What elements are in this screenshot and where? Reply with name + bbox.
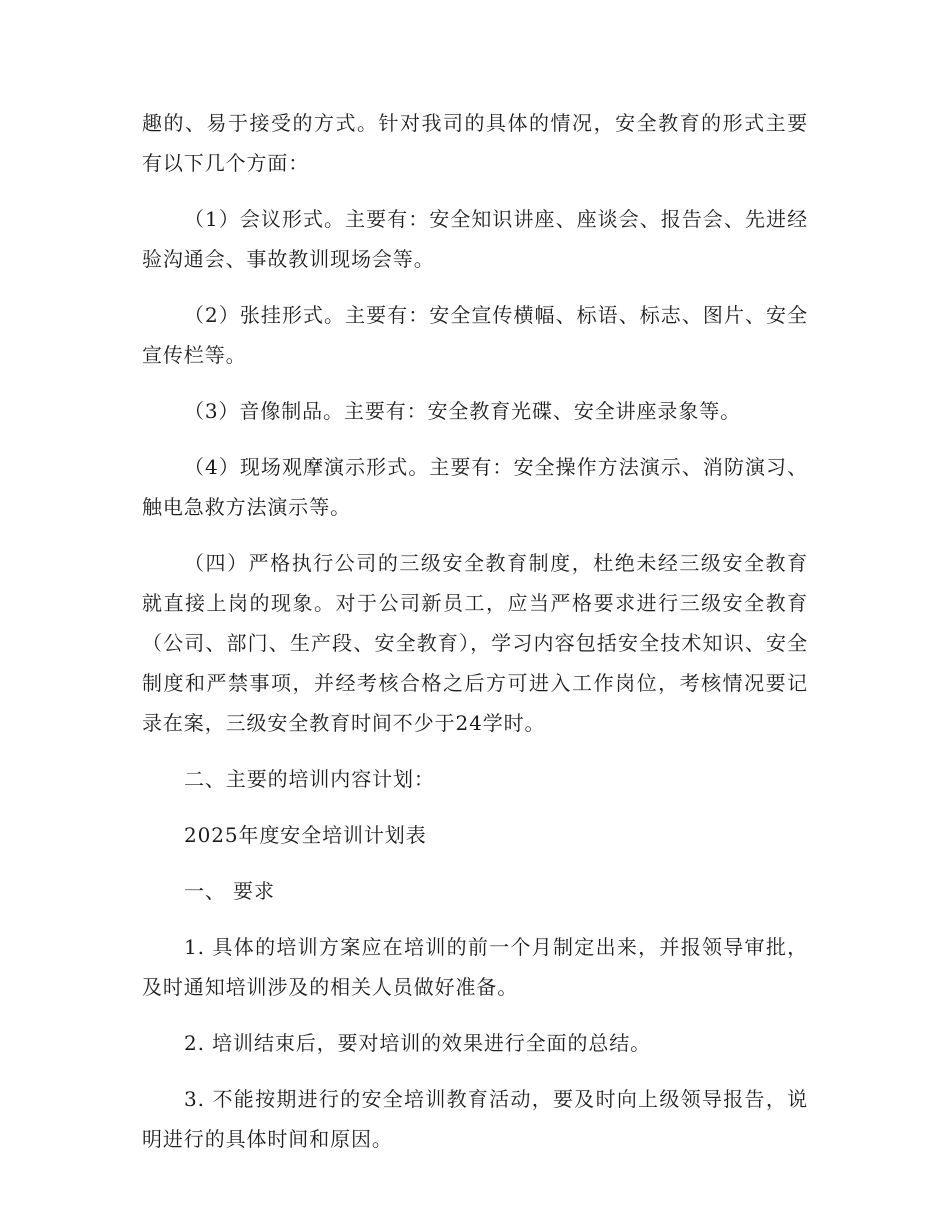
paragraph-education-forms-intro: 趣的、易于接受的方式。针对我司的具体的情况，安全教育的形式主要有以下几个方面： xyxy=(142,111,808,175)
paragraph-audio-video: （3）音像制品。主要有：安全教育光碟、安全讲座录象等。 xyxy=(184,399,742,423)
requirement-item-3: 3. 不能按期进行的安全培训教育活动，要及时向上级领导报告，说明进行的具体时间和原因。 xyxy=(142,1087,808,1151)
requirement-item-2: 2. 培训结束后，要对培训的效果进行全面的总结。 xyxy=(184,1031,652,1055)
table-title: 2025年度安全培训计划表 xyxy=(184,823,427,847)
section-heading-training-plan: 二、主要的培训内容计划： xyxy=(184,767,435,791)
section-heading-requirements: 一、 要求 xyxy=(184,879,275,903)
paragraph-three-level-education: （四）严格执行公司的三级安全教育制度，杜绝未经三级安全教育就直接上岗的现象。对于公司新员工，应当严格要求进行三级安全教育（公司、部门、生产段、安全教育），学习内容包括安全技术知识、安全制度和严禁事项，并经考核合格之后方可进入工作岗位，考核情况要记录在案，三级安全教育时间不少于24学时。 xyxy=(142,551,808,735)
document-body xyxy=(142,103,808,1175)
paragraph-meeting-form: （1）会议形式。主要有：安全知识讲座、座谈会、报告会、先进经验沟通会、事故教训现场会等。 xyxy=(142,207,808,271)
paragraph-poster-form: （2）张挂形式。主要有：安全宣传横幅、标语、标志、图片、安全宣传栏等。 xyxy=(142,303,808,367)
paragraph-onsite-demo: （4）现场观摩演示形式。主要有：安全操作方法演示、消防演习、触电急救方法演示等。 xyxy=(142,455,808,519)
requirement-item-1: 1. 具体的培训方案应在培训的前一个月制定出来，并报领导审批，及时通知培训涉及的相关人员做好准备。 xyxy=(142,935,808,999)
